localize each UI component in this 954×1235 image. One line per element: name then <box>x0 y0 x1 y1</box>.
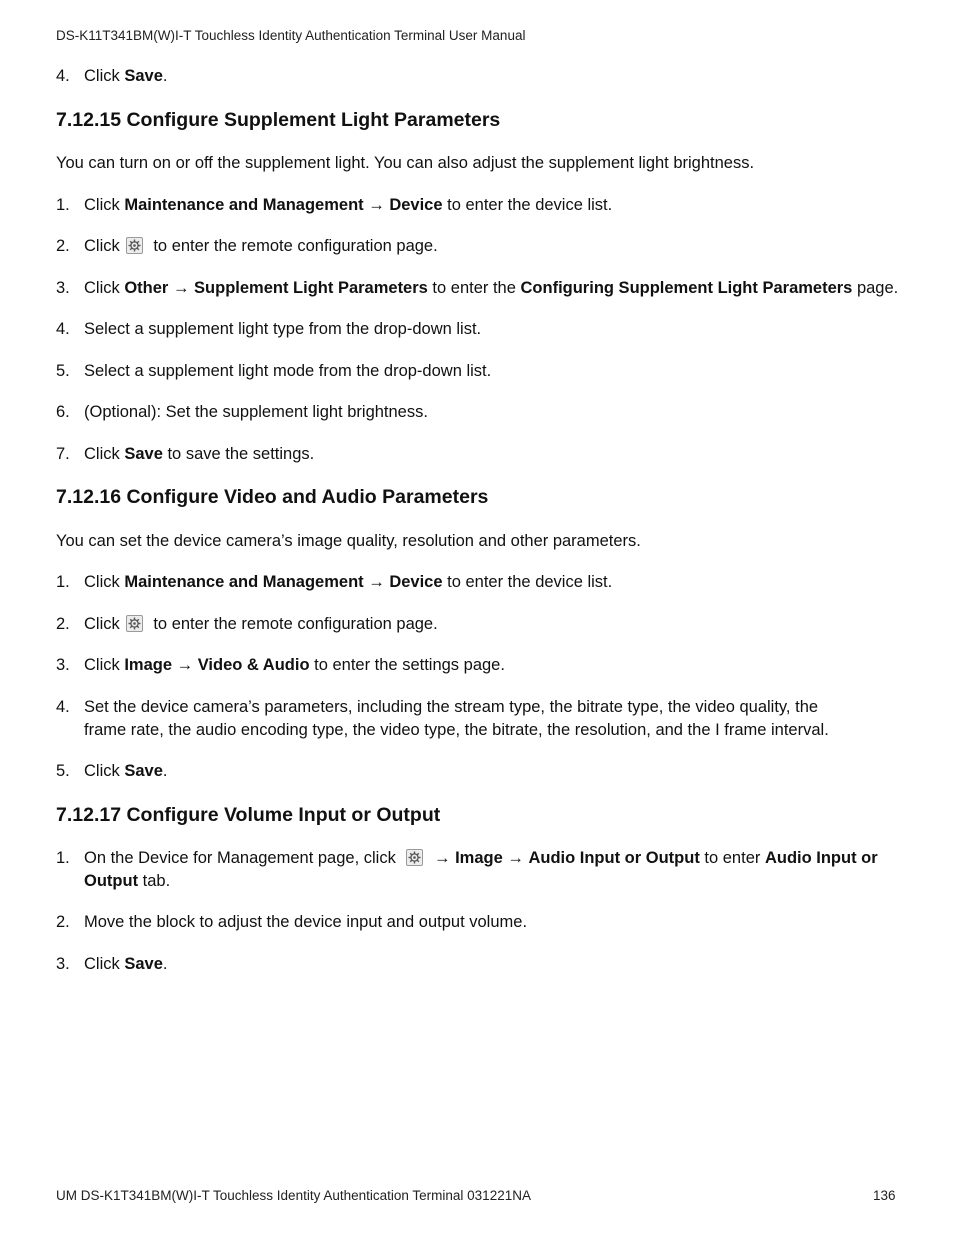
step-number: 4. <box>56 67 70 85</box>
ui-term: Save <box>124 67 163 85</box>
section-heading: 7.12.15 Configure Supplement Light Parameters <box>56 109 501 131</box>
list-item: 3. Click Image → Video & Audio to enter the settings page. <box>56 656 505 674</box>
list-item: 1. Click Maintenance and Management → Device to enter the device list. <box>56 573 613 591</box>
section-heading: 7.12.16 Configure Video and Audio Parameters <box>56 486 489 508</box>
list-item: 1. Click Maintenance and Management → Device to enter the device list. <box>56 196 613 214</box>
list-item: 2. Click to enter the remote configuration page. <box>56 615 438 633</box>
list-item: 7. Click Save to save the settings. <box>56 445 315 463</box>
list-item: 3. Click Other → Supplement Light Parameters to enter the Configuring Supplement Light Parameters page. <box>56 279 899 297</box>
page-number: 136 <box>873 1188 896 1203</box>
gear-icon <box>406 849 423 866</box>
list-item: 1. On the Device for Management page, click → Image → Audio Input or Output to enter Audio Input or Output tab. <box>56 849 878 890</box>
section-heading: 7.12.17 Configure Volume Input or Output <box>56 804 441 826</box>
list-item: 5. Select a supplement light mode from the drop-down list. <box>56 362 492 380</box>
paragraph: You can turn on or off the supplement light. You can also adjust the supplement light brightness. <box>56 154 755 172</box>
list-item: 3. Click Save. <box>56 955 168 973</box>
list-item: 4. Set the device camera’s parameters, including the stream type, the bitrate type, the video quality, the frame rate, the audio encoding type, the video type, the bitrate, the resolution, and the I frame interval. <box>56 698 829 739</box>
list-item: 5. Click Save. <box>56 762 168 780</box>
running-header: DS-K11T341BM(W)I-T Touchless Identity Authentication Terminal User Manual <box>56 28 526 43</box>
list-item: 6. (Optional): Set the supplement light brightness. <box>56 403 428 421</box>
list-item: 2. Move the block to adjust the device input and output volume. <box>56 913 528 931</box>
list-item: 4. Click Save. <box>56 65 901 89</box>
paragraph: You can set the device camera’s image quality, resolution and other parameters. <box>56 532 641 550</box>
gear-icon <box>126 615 143 632</box>
gear-icon <box>126 237 143 254</box>
list-item: 2. Click to enter the remote configuration page. <box>56 237 438 255</box>
list-item: 4. Select a supplement light type from the drop-down list. <box>56 320 482 338</box>
footer-text: UM DS-K1T341BM(W)I-T Touchless Identity Authentication Terminal 031221NA <box>56 1188 531 1203</box>
